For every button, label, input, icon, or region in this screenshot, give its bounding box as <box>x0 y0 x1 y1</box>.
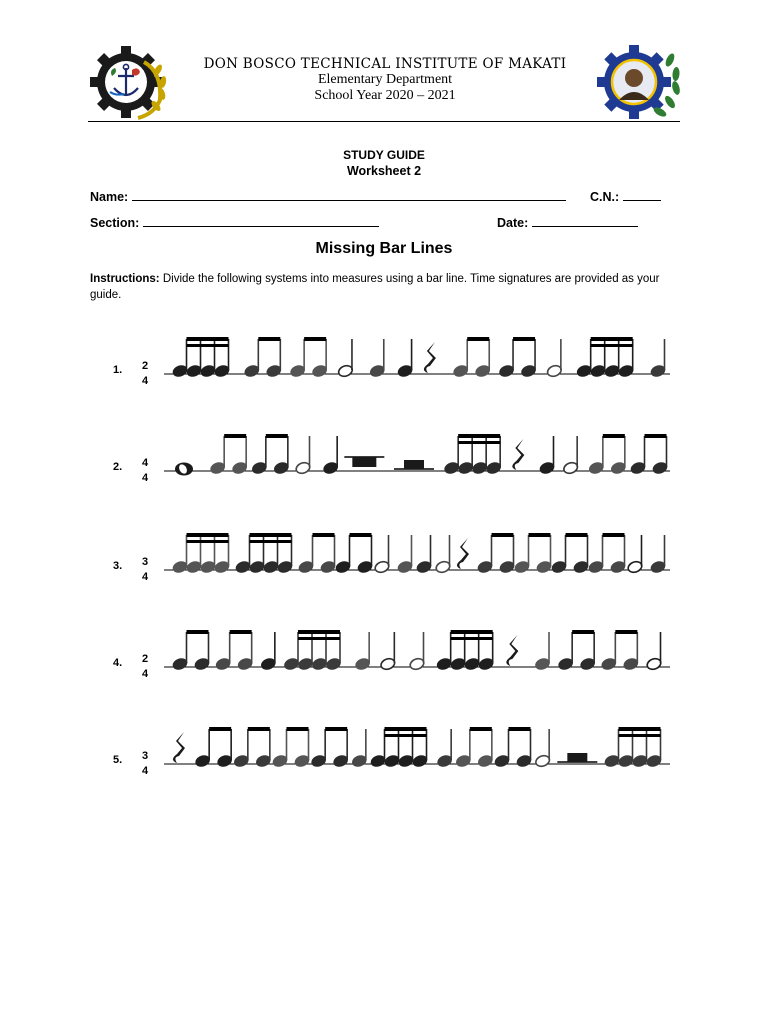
time-signature-bottom: 4 <box>142 571 149 583</box>
quarter-rest-icon <box>424 342 436 373</box>
note-beam <box>266 434 288 438</box>
department: Elementary Department <box>317 72 453 87</box>
worksheet-title: Worksheet 2 <box>346 164 422 178</box>
note-beam <box>458 441 500 444</box>
quarter-rest-icon <box>173 732 185 763</box>
note-beam <box>250 533 292 537</box>
note-beam <box>603 533 625 537</box>
rhythm-system <box>113 727 670 777</box>
note-beam <box>298 637 340 640</box>
quarter-rest-icon <box>506 635 518 666</box>
system-number: 1. <box>113 364 123 376</box>
whole-rest-icon <box>352 457 376 467</box>
note-beam <box>298 630 340 634</box>
note-beam <box>187 344 229 347</box>
note-beam <box>250 540 292 543</box>
instructions-text: Divide the following systems into measures using a bar line. Time signatures are provided as your guide. <box>90 273 660 301</box>
note-beam <box>572 630 594 634</box>
section-label: Section: <box>90 216 140 230</box>
note-beam <box>492 533 514 537</box>
half-rest-icon <box>404 460 424 469</box>
note-beam <box>566 533 588 537</box>
rhythm-system <box>113 533 670 583</box>
note-beam <box>258 337 280 341</box>
time-signature-bottom: 4 <box>142 472 149 484</box>
rhythm-system <box>113 337 670 387</box>
time-signature-bottom: 4 <box>142 668 149 680</box>
note-beam <box>619 727 661 731</box>
note-beam <box>509 727 531 731</box>
school-year: School Year 2020 – 2021 <box>314 88 456 103</box>
quarter-rest-icon <box>512 439 524 470</box>
note-beam <box>187 533 229 537</box>
note-beam <box>513 337 535 341</box>
note-beam <box>645 434 667 438</box>
note-beam <box>458 434 500 438</box>
school-name: DON BOSCO TECHNICAL INSTITUTE OF MAKATI <box>203 56 567 72</box>
note-beam <box>619 734 661 737</box>
time-signature-top: 4 <box>142 457 149 469</box>
note-beam <box>470 727 492 731</box>
system-number: 3. <box>113 560 123 572</box>
note-beam <box>529 533 551 537</box>
system-number: 2. <box>113 461 123 473</box>
note-beam <box>209 727 231 731</box>
note-beam <box>248 727 270 731</box>
note-beam <box>451 637 493 640</box>
note-beam <box>603 434 625 438</box>
time-signature-top: 2 <box>142 653 149 665</box>
note-beam <box>467 337 489 341</box>
note-beam <box>230 630 252 634</box>
note-beam <box>313 533 335 537</box>
cn-label: C.N.: <box>590 190 620 204</box>
time-signature-bottom: 4 <box>142 375 149 387</box>
note-beam <box>451 630 493 634</box>
note-beam <box>187 630 209 634</box>
note-beam <box>304 337 326 341</box>
study-guide-title: STUDY GUIDE <box>343 148 425 162</box>
note-beam <box>385 734 427 737</box>
note-beam <box>615 630 637 634</box>
system-number: 4. <box>113 657 123 669</box>
system-number: 5. <box>113 754 123 766</box>
note-beam <box>350 533 372 537</box>
date-label: Date: <box>497 216 529 230</box>
instructions-label: Instructions: <box>90 273 160 285</box>
note-beam <box>591 337 633 341</box>
note-beam <box>187 337 229 341</box>
note-beam <box>325 727 347 731</box>
quarter-rest-icon <box>457 538 469 569</box>
worksheet-heading: Missing Bar Lines <box>315 240 453 257</box>
time-signature-top: 3 <box>142 556 149 568</box>
rhythm-system <box>113 630 670 680</box>
name-label: Name: <box>90 190 129 204</box>
note-beam <box>385 727 427 731</box>
note-beam <box>187 540 229 543</box>
note-beam <box>224 434 246 438</box>
time-signature-bottom: 4 <box>142 765 149 777</box>
note-beam <box>287 727 309 731</box>
time-signature-top: 3 <box>142 750 149 762</box>
rhythm-system <box>113 434 670 484</box>
note-beam <box>591 344 633 347</box>
half-rest-icon <box>567 753 587 762</box>
time-signature-top: 2 <box>142 360 149 372</box>
